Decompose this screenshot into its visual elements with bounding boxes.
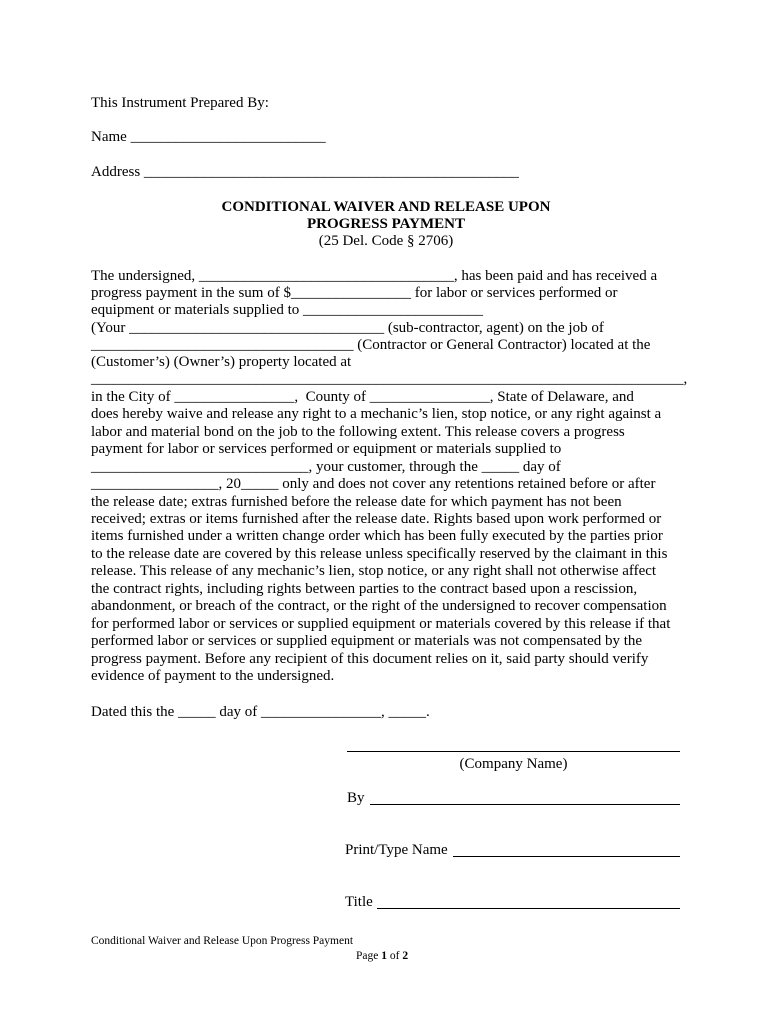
footer-page-number	[356, 950, 408, 963]
page-of-word: of	[386, 950, 403, 962]
body-line: (Customer’s) (Owner’s) property located at	[91, 354, 352, 370]
title-rule	[377, 908, 680, 909]
body-line: _______________________________________________________________________________,	[91, 371, 688, 387]
body-line: does hereby waive and release any right to a mechanic’s lien, stop notice, or any right against a	[91, 406, 662, 422]
body-line: for performed labor or services or supplied equipment or materials covered by this release if that	[91, 616, 671, 632]
body-line: the contract rights, including rights between parties to the contract based upon a rescission,	[91, 581, 638, 597]
body-line: _________________, 20_____ only and does not cover any retentions retained before or after	[91, 476, 656, 492]
body-line: (Your __________________________________ (sub-contractor, agent) on the job of	[91, 320, 604, 336]
body-line: received; extras or items furnished after the release date. Rights based upon work performed or	[91, 511, 662, 527]
body-line: evidence of payment to the undersigned.	[91, 668, 335, 684]
page-word: Page	[356, 950, 382, 962]
company-name-rule	[347, 751, 680, 752]
print-name-rule	[453, 856, 680, 857]
body-line: release. This release of any mechanic’s lien, stop notice, or any right shall not otherwise affect	[91, 563, 657, 579]
footer-document-title: Conditional Waiver and Release Upon Progress Payment	[91, 935, 354, 947]
dated-line: Dated this the _____ day of ________________, _____.	[91, 704, 430, 720]
print-name-label: Print/Type Name	[345, 842, 448, 858]
statute-citation: (25 Del. Code § 2706)	[318, 233, 454, 249]
name-field-line: Name __________________________	[91, 129, 326, 145]
body-line: items furnished under a written change order which has been fully executed by the parties prior	[91, 528, 663, 544]
document-title-line-1: CONDITIONAL WAIVER AND RELEASE UPON	[221, 199, 551, 215]
body-line: progress payment in the sum of $________________ for labor or services performed or	[91, 285, 618, 301]
body-line: labor and material bond on the job to the following extent. This release covers a progress	[91, 424, 625, 440]
by-signature-rule	[370, 804, 680, 805]
prepared-by-label: This Instrument Prepared By:	[91, 95, 269, 111]
body-line: the release date; extras furnished before the release date for which payment has not been	[91, 494, 622, 510]
current-page-number: 1	[381, 950, 387, 962]
title-label: Title	[345, 894, 373, 910]
address-field-line: Address __________________________________________________	[91, 164, 519, 180]
body-line: _____________________________, your customer, through the _____ day of	[91, 459, 561, 475]
body-line: equipment or materials supplied to ________________________	[91, 302, 484, 318]
body-line: to the release date are covered by this release unless specifically reserved by the claimant in this	[91, 546, 668, 562]
company-name-label: (Company Name)	[459, 756, 568, 772]
body-line: in the City of ________________, County of ________________, State of Delaware, and	[91, 389, 634, 405]
document-title-line-2: PROGRESS PAYMENT	[307, 216, 465, 232]
total-page-number: 2	[402, 950, 409, 962]
body-line: performed labor or services or supplied equipment or materials was not compensated by the	[91, 633, 643, 649]
body-line: payment for labor or services performed or equipment or materials supplied to	[91, 441, 562, 457]
body-line: ___________________________________ (Contractor or General Contractor) located at the	[91, 337, 651, 353]
body-line: abandonment, or breach of the contract, or the right of the undersigned to recover compensation	[91, 598, 667, 614]
by-label: By	[347, 790, 365, 806]
body-line: The undersigned, __________________________________, has been paid and has received a	[91, 268, 658, 284]
body-line: progress payment. Before any recipient of this document relies on it, said party should verify	[91, 651, 649, 667]
